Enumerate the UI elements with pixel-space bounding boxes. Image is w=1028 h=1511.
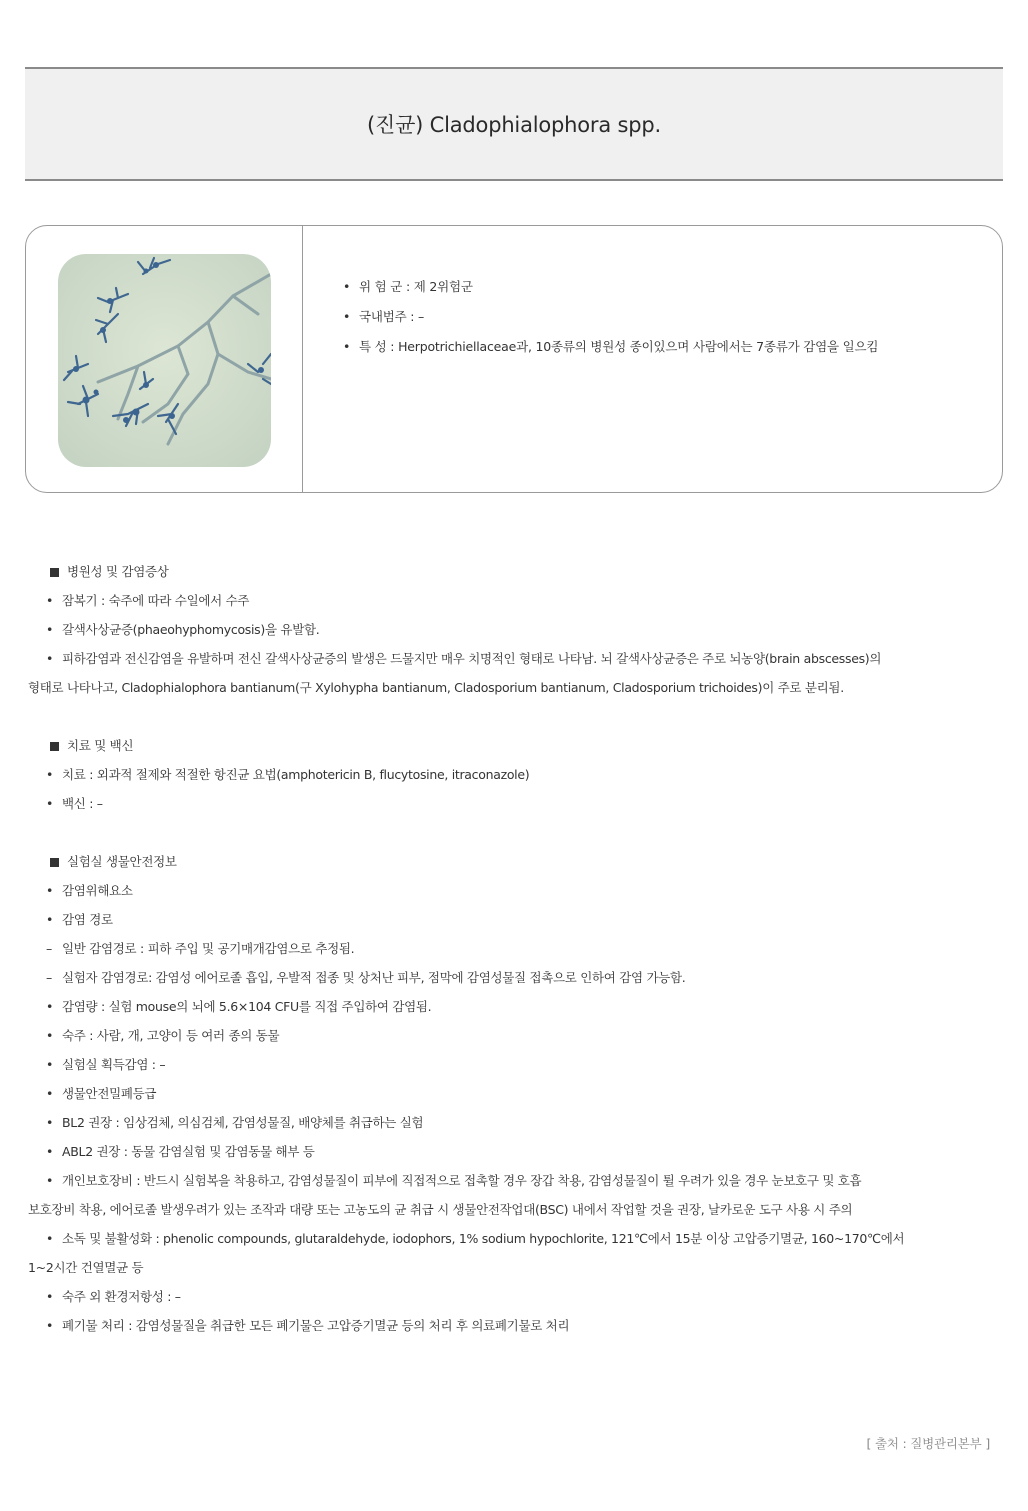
bullet-icon: •: [343, 309, 351, 324]
source-citation: [ 출처 : 질병관리본부 ]: [866, 1436, 990, 1451]
bullet-icon: •: [46, 1144, 54, 1159]
list-item: • BL2 권장 : 임상검체, 의심검체, 감염성물질, 배양체를 취급하는 실험: [46, 1108, 976, 1137]
microscope-hyphae-image: [58, 254, 271, 467]
bullet-icon: •: [46, 593, 54, 608]
list-item: • 갈색사상균증(phaeohyphomycosis)을 유발함.: [46, 615, 976, 644]
list-item-continuation: 보호장비 착용, 에어로졸 발생우려가 있는 조작과 대량 또는 고농도의 균 취급 시 생물안전작업대(BSC) 내에서 작업할 것을 권장, 날카로운 도구 사용 시 주의: [28, 1202, 853, 1217]
summary-text-cell: [303, 226, 1002, 492]
square-bullet-icon: [50, 742, 59, 751]
summary-risk-group: • 위 험 군 : 제 2위험군: [343, 272, 1002, 302]
bullet-icon: •: [46, 651, 54, 666]
list-item-continuation: 1~2시간 건열멸균 등: [28, 1260, 144, 1275]
bullet-icon: •: [46, 1231, 54, 1246]
section-heading-biosafety: 실험실 생물안전정보: [46, 847, 976, 876]
list-item: • 폐기물 처리 : 감염성물질을 취급한 모든 폐기물은 고압증기멸균 등의 처리 후 의료폐기물로 처리: [46, 1311, 976, 1340]
bullet-icon: •: [46, 1028, 54, 1043]
dash-icon: –: [46, 970, 52, 985]
dash-icon: –: [46, 941, 52, 956]
bullet-icon: •: [46, 1057, 54, 1072]
list-item: • 감염량 : 실험 mouse의 뇌에 5.6×104 CFU를 직접 주입하여 감염됨.: [46, 992, 976, 1021]
bullet-icon: •: [343, 279, 351, 294]
bullet-icon: •: [46, 1318, 54, 1333]
bullet-icon: •: [46, 1086, 54, 1101]
list-item-continuation: 형태로 나타나고, Cladophialophora bantianum(구 Xylohypha bantianum, Cladosporium bantianum, Cladosporium trichoides)이 주로 분리됨.: [28, 680, 844, 695]
list-item: • 숙주 외 환경저항성 : –: [46, 1282, 976, 1311]
section-heading-treatment: 치료 및 백신: [46, 731, 976, 760]
list-item: • 숙주 : 사람, 개, 고양이 등 여러 종의 동물: [46, 1021, 976, 1050]
list-item: • 감염위해요소: [46, 876, 976, 905]
bullet-icon: •: [46, 796, 54, 811]
bullet-icon: •: [46, 767, 54, 782]
summary-list: [343, 272, 1002, 362]
bullet-icon: •: [46, 1289, 54, 1304]
list-item: • 개인보호장비 : 반드시 실험복을 착용하고, 감염성물질이 피부에 직접적으로 접촉할 경우 장갑 착용, 감염성물질이 튈 우려가 있을 경우 눈보호구 및 호흡: [46, 1166, 976, 1195]
list-item: • 잠복기 : 숙주에 따라 수일에서 수주: [46, 586, 976, 615]
list-item: • 생물안전밀폐등급: [46, 1079, 976, 1108]
list-item: • 피하감염과 전신감염을 유발하며 전신 갈색사상균증의 발생은 드물지만 매우 치명적인 형태로 나타남. 뇌 갈색사상균증은 주로 뇌농양(brain abscesses)의: [46, 644, 976, 673]
list-item-dash: – 실험자 감염경로: 감염성 에어로졸 흡입, 우발적 접종 및 상처난 피부, 점막에 감염성물질 접촉으로 인하여 감염 가능함.: [46, 963, 976, 992]
main-content: [28, 557, 976, 1340]
section-heading-pathogenicity: 병원성 및 감염증상: [46, 557, 976, 586]
bullet-icon: •: [343, 339, 351, 354]
list-item: • 백신 : –: [46, 789, 976, 818]
bullet-icon: •: [46, 1173, 54, 1188]
square-bullet-icon: [50, 568, 59, 577]
bullet-icon: •: [46, 1115, 54, 1130]
list-item: • 치료 : 외과적 절제와 적절한 항진균 요법(amphotericin B, flucytosine, itraconazole): [46, 760, 976, 789]
list-item: • 감염 경로: [46, 905, 976, 934]
bullet-icon: •: [46, 912, 54, 927]
page-title: (진균) Cladophialophora spp.: [367, 113, 661, 137]
bullet-icon: •: [46, 883, 54, 898]
bullet-icon: •: [46, 622, 54, 637]
square-bullet-icon: [50, 858, 59, 867]
summary-card: [25, 225, 1003, 493]
summary-characteristics: • 특 성 : Herpotrichiellaceae과, 10종류의 병원성 종이있으며 사람에서는 7종류가 감염을 일으킴: [343, 332, 1002, 362]
list-item-dash: – 일반 감염경로 : 피하 주입 및 공기매개감염으로 추정됨.: [46, 934, 976, 963]
list-item: • 소독 및 불활성화 : phenolic compounds, glutaraldehyde, iodophors, 1% sodium hypochlorite, 121℃에서 15분 이상 고압증기멸균, 160~170℃에서: [46, 1224, 976, 1253]
list-item: • ABL2 권장 : 동물 감염실험 및 감염동물 해부 등: [46, 1137, 976, 1166]
summary-domestic-category: • 국내범주 : –: [343, 302, 1002, 332]
title-bar: [25, 67, 1003, 181]
bullet-icon: •: [46, 999, 54, 1014]
list-item: • 실험실 획득감염 : –: [46, 1050, 976, 1079]
image-cell: [26, 226, 303, 492]
